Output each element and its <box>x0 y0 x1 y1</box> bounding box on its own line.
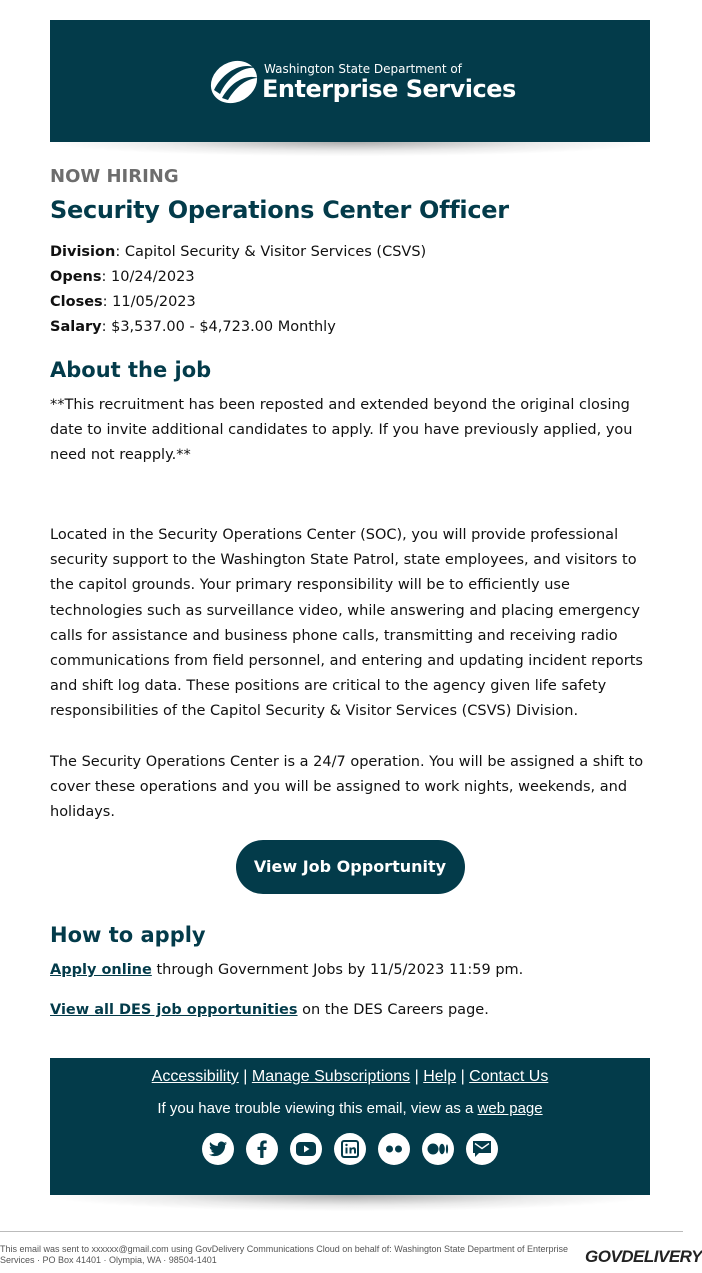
help-link[interactable]: Help <box>423 1068 457 1085</box>
swoosh-logo-icon <box>208 56 260 106</box>
bottom-divider <box>0 1231 683 1232</box>
des-logo[interactable] <box>208 56 516 108</box>
youtube-icon[interactable] <box>290 1133 322 1165</box>
web-page-link[interactable]: web page <box>477 1100 543 1117</box>
job-meta <box>50 240 426 340</box>
contact-us-link[interactable]: Contact Us <box>469 1068 549 1085</box>
opens-value: : 10/24/2023 <box>101 269 195 285</box>
opens-row <box>50 265 426 290</box>
twitter-icon[interactable] <box>202 1133 234 1165</box>
closes-row <box>50 290 426 315</box>
linkedin-icon[interactable] <box>334 1133 366 1165</box>
job-description: Located in the Security Operations Center (SOC), you will provide professional security support to the Washington State Patrol, state employees, and visitors to the capitol grounds. Your primary responsibility will be to efficiently use technologies such as surveillance video, while answering and placing emergency calls for assistance and business phone calls, transmitting and receiving radio communications from field personnel, and entering and updating incident reports and shift log data. These positions are critical to the agency given life safety responsibilities of the Capitol Security & Visitor Services (CSVS) Division. <box>50 527 643 720</box>
header-banner <box>50 20 650 142</box>
repost-notice: **This recruitment has been reposted and extended beyond the original closing date to invite additional candidates to apply. If you have previously applied, you need not reapply.** <box>50 397 633 464</box>
footer-sep: | <box>456 1068 470 1085</box>
header-shadow <box>50 142 650 156</box>
view-all-line <box>50 998 650 1023</box>
email-icon[interactable] <box>466 1133 498 1165</box>
salary-row <box>50 315 426 340</box>
footer-links <box>50 1068 650 1086</box>
division-value: : Capitol Security & Visitor Services (CSVS) <box>115 244 427 260</box>
schedule-text: The Security Operations Center is a 24/7 operation. You will be assigned a shift to cover these operations and you will be assigned to work nights, weekends, and holidays. <box>50 754 644 821</box>
email-container <box>50 20 650 156</box>
social-icons <box>50 1133 650 1165</box>
apply-online-link[interactable]: Apply online <box>50 962 152 978</box>
opens-label: Opens <box>50 269 102 285</box>
manage-subscriptions-link[interactable]: Manage Subscriptions <box>251 1068 411 1085</box>
facebook-icon[interactable] <box>246 1133 278 1165</box>
salary-label: Salary <box>50 319 102 335</box>
trouble-viewing-text <box>50 1100 650 1117</box>
footer <box>50 1058 650 1195</box>
footer-sep: | <box>410 1068 424 1085</box>
logo-text-line1: Washington State Department of <box>264 62 462 76</box>
view-all-text: on the DES Careers page. <box>297 1002 489 1018</box>
closes-value: : 11/05/2023 <box>102 294 196 310</box>
logo-text-line2: Enterprise Services <box>262 75 516 103</box>
footer-sep: | <box>238 1068 252 1085</box>
job-title: Security Operations Center Officer <box>50 196 509 224</box>
govdelivery-logo[interactable]: GOVDELIVERY <box>585 1247 702 1266</box>
apply-online-text: through Government Jobs by 11/5/2023 11:59 pm. <box>151 962 524 978</box>
now-hiring-label: NOW HIRING <box>50 166 179 187</box>
medium-icon[interactable] <box>422 1133 454 1165</box>
trouble-viewing-label: If you have trouble viewing this email, view as a <box>157 1100 478 1117</box>
division-label: Division <box>50 244 116 260</box>
accessibility-link[interactable]: Accessibility <box>151 1068 239 1085</box>
flickr-icon[interactable] <box>378 1133 410 1165</box>
salary-value: : $3,537.00 - $4,723.00 Monthly <box>101 319 336 335</box>
footer-shadow <box>50 1195 650 1211</box>
view-all-jobs-link[interactable]: View all DES job opportunities <box>50 1002 298 1018</box>
legal-text: This email was sent to xxxxxx@gmail.com using GovDelivery Communications Cloud on behalf of: Washington State Department of Enterprise Services · PO Box 41401 · Olympia, WA · 98504-1401 <box>0 1244 569 1265</box>
view-job-opportunity-button[interactable]: View Job Opportunity <box>236 840 465 894</box>
apply-online-line <box>50 958 650 983</box>
how-to-apply-heading: How to apply <box>50 923 206 947</box>
closes-label: Closes <box>50 294 103 310</box>
division-row <box>50 240 426 265</box>
button-wrapper <box>50 840 650 894</box>
about-heading: About the job <box>50 358 212 382</box>
